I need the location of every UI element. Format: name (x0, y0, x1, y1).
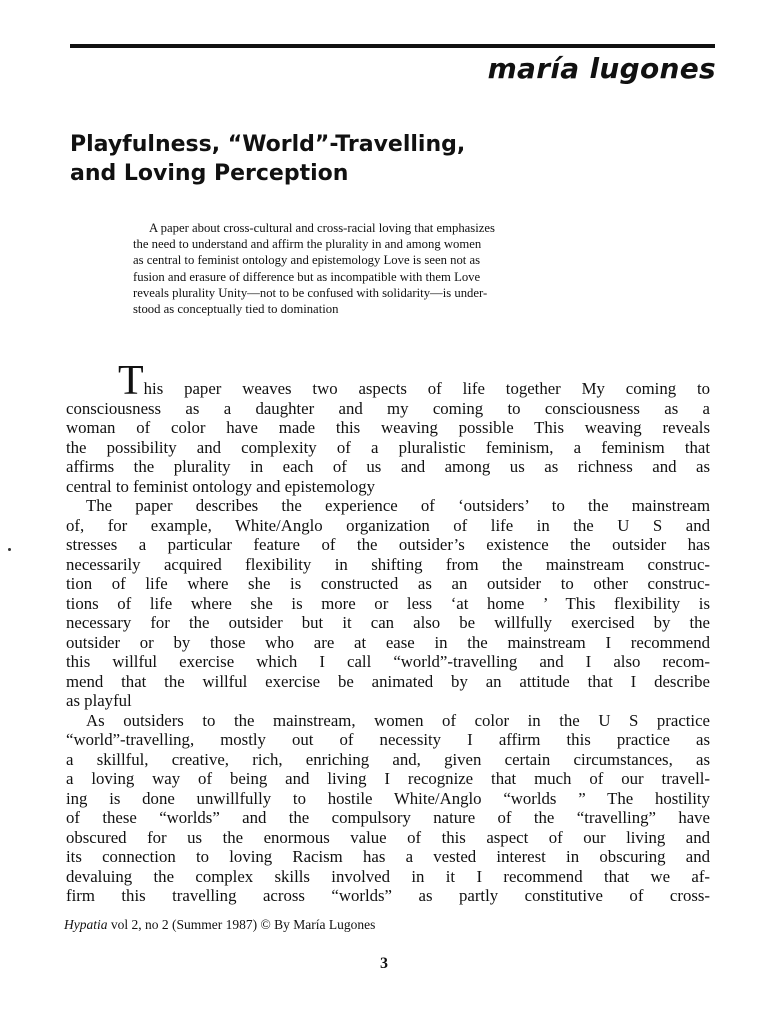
citation-text: vol 2, no 2 (Summer 1987) © By María Lugones (107, 917, 376, 932)
page-number: 3 (380, 955, 388, 972)
body-line (66, 358, 710, 404)
body-line: tion of life where she is constructed as an outsider to other construc- (66, 574, 710, 593)
title-line: and Loving Perception (70, 161, 349, 186)
abstract-line: as central to feminist ontology and epistemology Love is seen not as (133, 253, 481, 268)
body-line: woman of color have made this weaving possible This weaving reveals (66, 418, 710, 437)
body-line: a loving way of being and living I recognize that much of our travell- (66, 769, 710, 788)
author-name: maría lugones (487, 52, 716, 85)
body-line: obscured for us the enormous value of this aspect of our living and (66, 827, 710, 847)
body-line: as playful (66, 691, 132, 710)
body-line: As outsiders to the mainstream, women of color in the U S practice (86, 710, 710, 730)
abstract-line: stood as conceptually tied to domination (133, 302, 339, 317)
body-line: its connection to loving Racism has a vested interest in obscuring and (66, 847, 710, 866)
body-line: necessary for the outsider but it can also be willfully exercised by the (66, 613, 710, 632)
title-line: Playfulness, “World”-Travelling, (70, 132, 466, 157)
abstract (133, 220, 653, 317)
body-line: central to feminist ontology and epistemology (66, 476, 375, 496)
body-line-text: his paper weaves two aspects of life together My coming to (143, 379, 710, 398)
body-line: devaluing the complex skills involved in it I recommend that we af- (66, 866, 710, 886)
citation-footer (64, 917, 375, 933)
paper-title (70, 130, 670, 188)
body-line: outsider or by those who are at ease in the mainstream I recommend (66, 632, 710, 652)
body-line: of these “worlds” and the compulsory nature of the “travelling” have (66, 808, 710, 827)
body-line: The paper describes the experience of ‘outsiders’ to the mainstream (86, 496, 710, 515)
abstract-line: A paper about cross-cultural and cross-racial loving that emphasizes (149, 221, 495, 235)
body-line: of, for example, White/Anglo organization of life in the U S and (66, 515, 710, 535)
body-line: mend that the willful exercise be animated by an attitude that I describe (66, 671, 710, 691)
body-line: affirms the plurality in each of us and among us as richness and as (66, 457, 710, 476)
scan-speck (8, 548, 11, 551)
abstract-line: the need to understand and affirm the plurality in and among women (133, 237, 482, 252)
body-line: consciousness as a daughter and my coming to consciousness as a (66, 398, 710, 418)
body-line: a skillful, creative, rich, enriching and, given certain circumstances, as (66, 749, 710, 769)
abstract-line: fusion and erasure of difference but as incompatible with them Love (133, 269, 481, 284)
drop-cap: T (118, 358, 144, 404)
body-text (66, 358, 710, 906)
abstract-line: reveals plurality Unity—not to be confused with solidarity—is under- (133, 285, 488, 300)
body-line: this willful exercise which I call “world”-travelling and I also recom- (66, 652, 710, 671)
body-line: stresses a particular feature of the outsider’s existence the outsider has (66, 535, 710, 554)
body-line: “world”-travelling, mostly out of necessity I affirm this practice as (66, 730, 710, 749)
body-line: necessarily acquired flexibility in shifting from the mainstream construc- (66, 554, 710, 574)
body-line: tions of life where she is more or less ‘at home ’ This flexibility is (66, 593, 710, 613)
body-line: firm this travelling across “worlds” as partly constitutive of cross- (66, 886, 710, 905)
header-rule (70, 44, 715, 48)
body-line: the possibility and complexity of a pluralistic feminism, a feminism that (66, 437, 710, 457)
journal-name: Hypatia (64, 917, 108, 932)
body-line: ing is done unwillfully to hostile White/Anglo “worlds ” The hostility (66, 788, 710, 808)
